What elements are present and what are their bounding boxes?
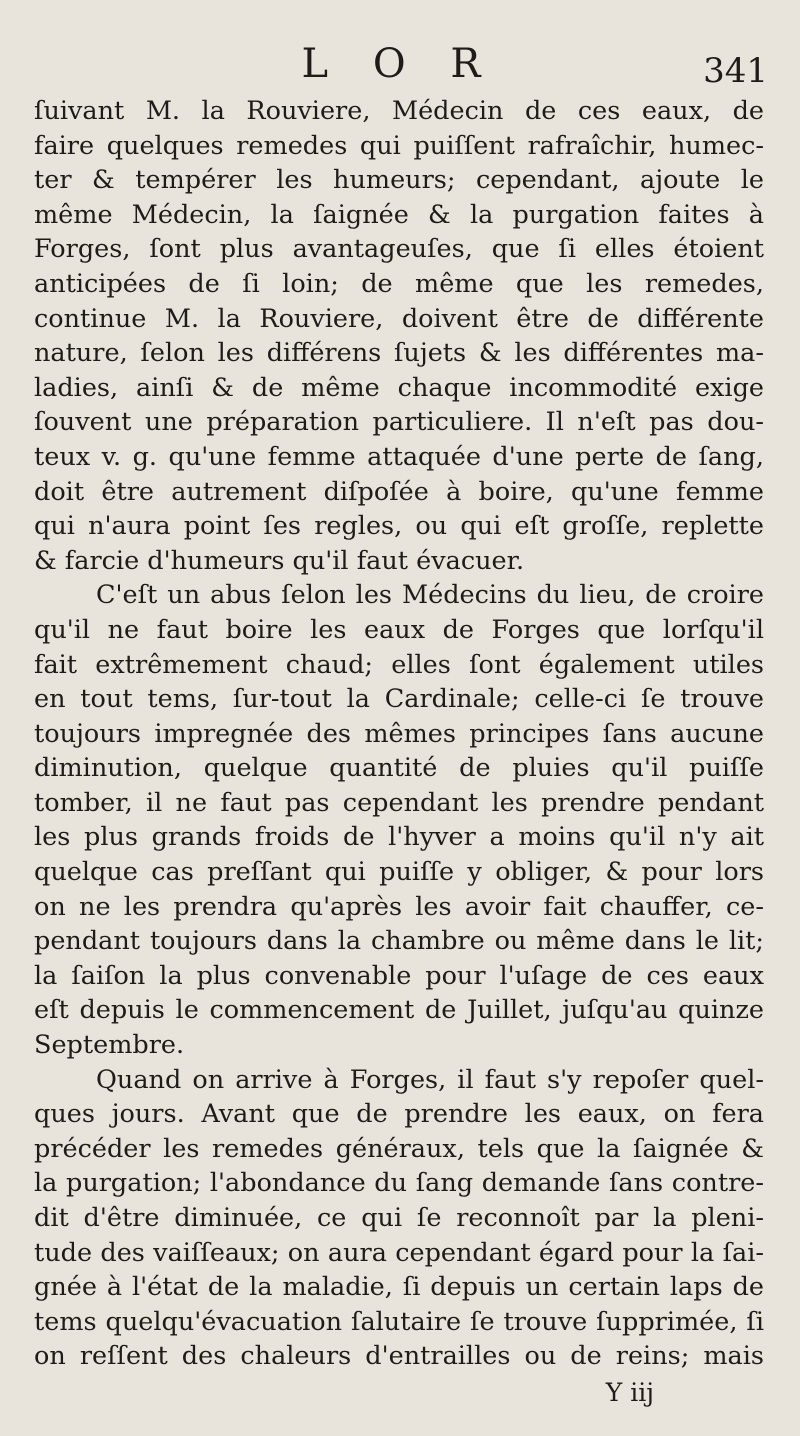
text-line: teux v. g. qu'une femme attaquée d'une perte de ſang, [34, 441, 764, 472]
text-line: pendant toujours dans la chambre ou même dans le lit; [34, 926, 764, 957]
paragraph-3 [34, 1063, 764, 1374]
paragraph-2 [34, 578, 764, 1062]
text-line: tude des vaiſſeaux; on aura cependant égard pour la ſai- [34, 1237, 764, 1268]
text-line: Septembre. [34, 1030, 185, 1061]
paragraph-1 [34, 94, 764, 578]
text-line: faire quelques remedes qui puiſſent rafraîchir, humec- [34, 130, 764, 161]
text-line: eſt depuis le commencement de Juillet, juſqu'au quinze [34, 995, 764, 1026]
text-line: tems quelqu'évacuation ſalutaire ſe trouve ſupprimée, ſi [34, 1306, 764, 1337]
text-line: continue M. la Rouviere, doivent être de différente [34, 303, 764, 334]
text-line: fait extrêmement chaud; elles ſont également utiles [34, 649, 764, 680]
text-line: quelque cas preſſant qui puiſſe y obliger, & pour lors [34, 857, 764, 888]
text-line: qu'il ne faut boire les eaux de Forges que lorſqu'il [34, 614, 764, 645]
text-line: diminution, quelque quantité de pluies qu'il puiſſe [34, 753, 764, 784]
text-line: ſuivant M. la Rouviere, Médecin de ces eaux, de [34, 96, 764, 126]
text-line: qui n'aura point ſes regles, ou qui eſt groſſe, replette [34, 511, 764, 542]
text-line: on ne les prendra qu'après les avoir fait chauffer, ce- [34, 891, 764, 922]
text-line: doit être autrement diſpoſée à boire, qu'une femme [34, 476, 764, 507]
text-line: en tout tems, ſur-tout la Cardinale; celle-ci ſe trouve [34, 684, 764, 715]
running-head: L O R [301, 41, 497, 87]
text-line: toujours impregnée des mêmes principes ſans aucune [34, 718, 764, 749]
text-line: les plus grands froids de l'hyver a moins qu'il n'y ait [34, 822, 764, 853]
text-line: tomber, il ne faut pas cependant les prendre pendant [34, 787, 764, 818]
text-line: Quand on arrive à Forges, il faut s'y repoſer quel- [96, 1064, 764, 1095]
text-line: la purgation; l'abondance du ſang demande ſans contre- [34, 1168, 764, 1199]
text-line: la ſaiſon la plus convenable pour l'uſage de ces eaux [34, 960, 764, 991]
text-line: on reſſent des chaleurs d'entrailles ou de reins; mais [34, 1341, 764, 1372]
text-line: Forges, ſont plus avantageuſes, que ſi elles étoient [34, 234, 764, 265]
text-line: C'eſt un abus ſelon les Médecins du lieu, de croire [96, 580, 764, 611]
text-line: ques jours. Avant que de prendre les eaux, on fera [34, 1099, 764, 1130]
text-line: anticipées de ſi loin; de même que les remedes, [34, 268, 764, 299]
body-text [34, 94, 764, 1374]
text-line: & farcie d'humeurs qu'il faut évacuer. [34, 545, 525, 576]
signature-mark: Y iij [605, 1378, 654, 1407]
text-line: précéder les remedes généraux, tels que la ſaignée & [34, 1133, 764, 1164]
text-line: même Médecin, la ſaignée & la purgation faites à [34, 199, 764, 230]
text-line: gnée à l'état de la maladie, ſi depuis un certain laps de [34, 1272, 764, 1303]
text-line: ter & tempérer les humeurs; cependant, ajoute le [34, 165, 764, 196]
text-line: ſouvent une préparation particuliere. Il n'eſt pas dou- [34, 407, 764, 438]
page-number: 341 [703, 51, 768, 91]
text-line: dit d'être diminuée, ce qui ſe reconnoît par la pleni- [34, 1203, 764, 1233]
text-line: ladies, ainſi & de même chaque incommodité exige [34, 372, 764, 403]
text-line: nature, ſelon les différens ſujets & les différentes ma- [34, 338, 764, 369]
page-header [34, 0, 768, 98]
